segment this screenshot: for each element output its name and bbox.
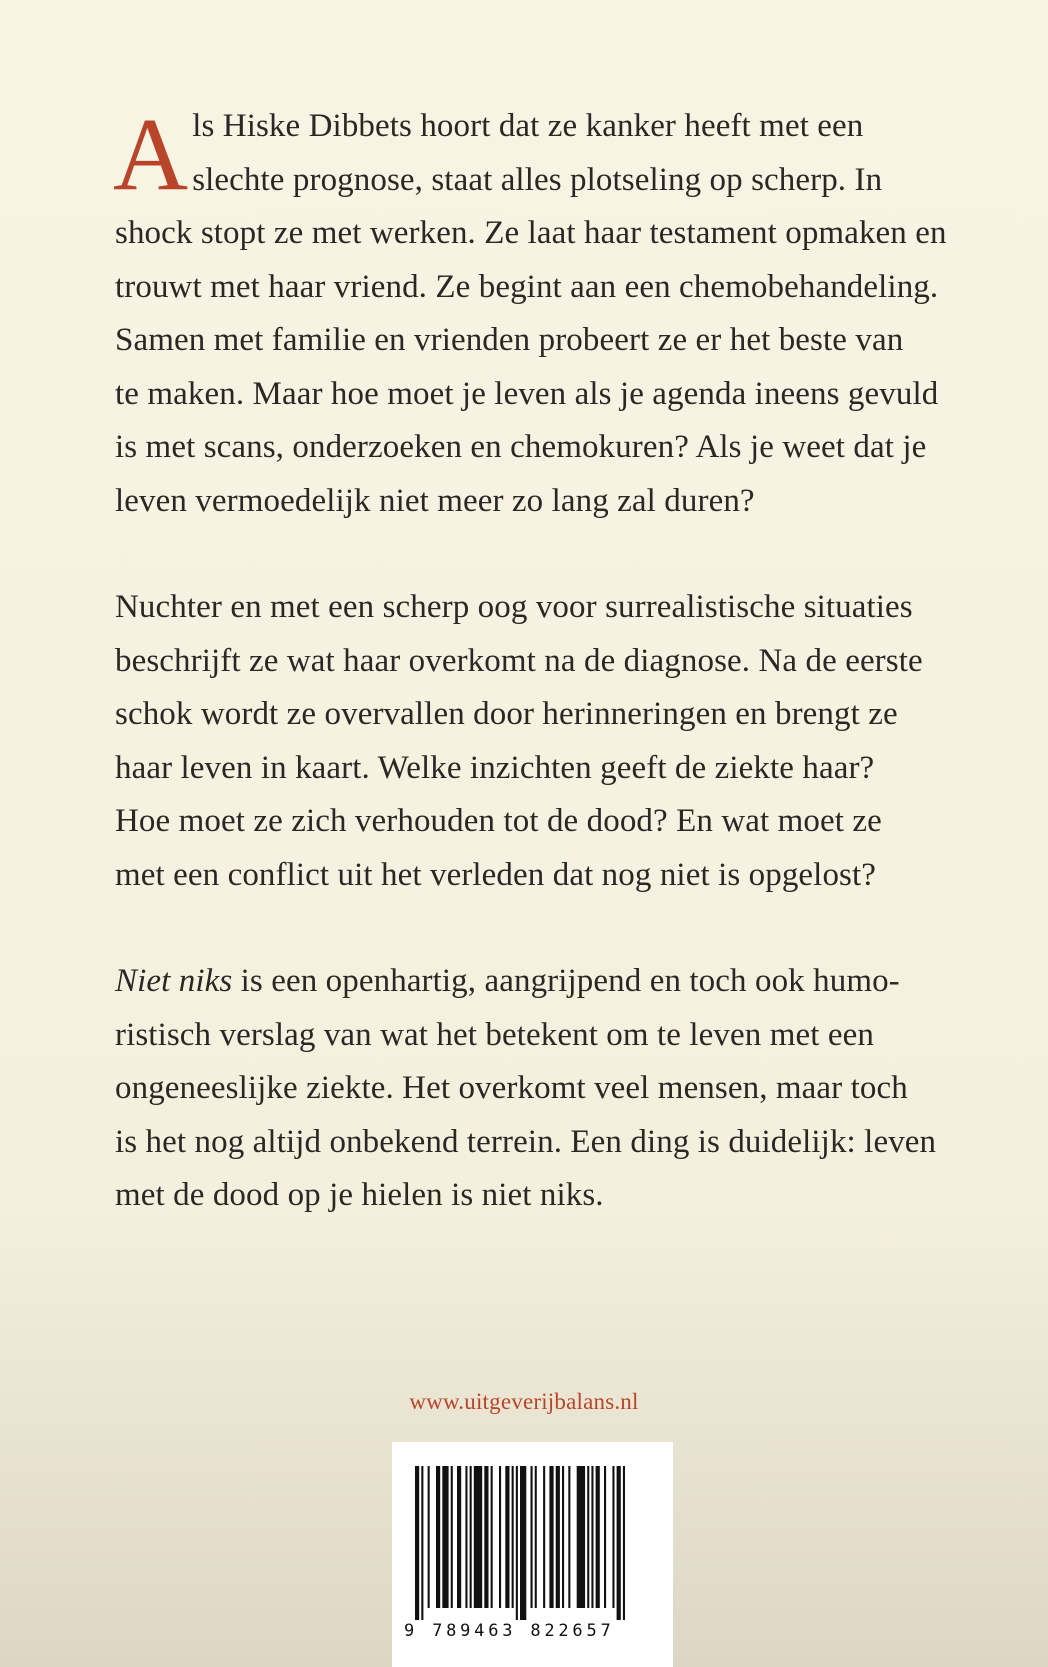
text-line: schok wordt ze overvallen door herinneringen en brengt ze — [115, 696, 898, 732]
barcode-bar — [421, 1466, 423, 1620]
text-line: met de dood op je hielen is niet niks. — [115, 1177, 604, 1213]
barcode-bar — [442, 1466, 448, 1608]
book-title: Niet niks — [115, 963, 233, 999]
barcode-bar — [604, 1466, 606, 1608]
text-line: Samen met familie en vrienden probeert ze er het beste van — [115, 322, 904, 358]
barcode-bar — [491, 1466, 493, 1608]
barcode-bar — [612, 1466, 614, 1608]
barcode-bar — [415, 1466, 419, 1620]
barcode-bar — [587, 1466, 589, 1608]
barcode-bar — [436, 1466, 440, 1608]
text-line: slechte prognose, staat alles plotseling op scherp. In — [192, 161, 883, 198]
barcode-bar — [499, 1466, 501, 1608]
barcode-bar — [531, 1466, 533, 1608]
paragraph-2 — [115, 581, 965, 902]
drop-cap: A — [113, 97, 189, 212]
barcode-bar — [549, 1466, 553, 1608]
barcode-bar — [568, 1466, 570, 1608]
barcode-bar — [556, 1466, 560, 1608]
text-line: leven vermoedelijk niet meer zo lang zal duren? — [115, 482, 755, 519]
barcode-bar — [505, 1466, 509, 1608]
barcode-bar — [591, 1466, 593, 1608]
barcode-bar — [512, 1466, 514, 1608]
barcode-bar — [535, 1466, 537, 1608]
paragraph-1 — [113, 97, 965, 528]
barcode-bar — [474, 1466, 482, 1608]
barcode-bar — [470, 1466, 472, 1608]
text-line: Hoe moet ze zich verhouden tot de dood? En wat moet ze — [115, 803, 882, 839]
text-line: ongeneeslijke ziekte. Het overkomt veel mensen, maar toch — [115, 1070, 908, 1106]
barcode-bar — [457, 1466, 461, 1608]
barcode-bar — [484, 1466, 488, 1608]
text-line: te maken. Maar hoe moet je leven als je agenda ineens gevuld — [115, 375, 939, 412]
barcode-bar — [428, 1466, 430, 1608]
text-line: is met scans, onderzoeken en chemokuren? Als je weet dat je — [115, 429, 927, 465]
text-line: ls Hiske Dibbets hoort dat ze kanker heeft met een — [192, 108, 864, 144]
text-line: is het nog altijd onbekend terrein. Een ding is duidelijk: leven — [115, 1123, 937, 1160]
barcode-bars — [392, 1442, 673, 1622]
text-line: beschrijft ze wat haar overkomt na de diagnose. Na de eerste — [115, 642, 923, 679]
text-line: trouwt met haar vriend. Ze begint aan een chemobehandeling. — [115, 268, 939, 305]
text-line — [115, 955, 965, 1009]
blurb-text — [113, 97, 965, 1276]
barcode-bar — [465, 1466, 467, 1608]
text-line: ristisch verslag van wat het betekent om te leven met een — [115, 1016, 874, 1053]
barcode-bar — [617, 1466, 621, 1620]
barcode-bar — [520, 1466, 526, 1620]
paragraph-3 — [115, 955, 965, 1223]
text-line: Nuchter en met een scherp oog voor surrealistische situaties — [115, 589, 913, 625]
barcode-bar — [451, 1466, 453, 1608]
text-line: haar leven in kaart. Welke inzichten geeft de ziekte haar? — [115, 749, 875, 786]
text-line-rest: is een openhartig, aangrijpend en toch ook humo- — [232, 963, 900, 999]
barcode-bar — [516, 1466, 518, 1620]
barcode — [392, 1442, 673, 1667]
text-line: shock stopt ze met werken. Ze laat haar testament opmaken en — [115, 215, 947, 251]
isbn-digits: 9 789463 822657 — [404, 1621, 615, 1641]
publisher-website: www.uitgeverijbalans.nl — [409, 1389, 639, 1414]
barcode-bar — [596, 1466, 600, 1608]
barcode-bar — [577, 1466, 585, 1608]
barcode-bar — [562, 1466, 564, 1608]
barcode-bar — [623, 1466, 625, 1620]
barcode-bar — [543, 1466, 545, 1608]
text-line: met een conflict uit het verleden dat nog niet is opgelost? — [115, 856, 877, 893]
